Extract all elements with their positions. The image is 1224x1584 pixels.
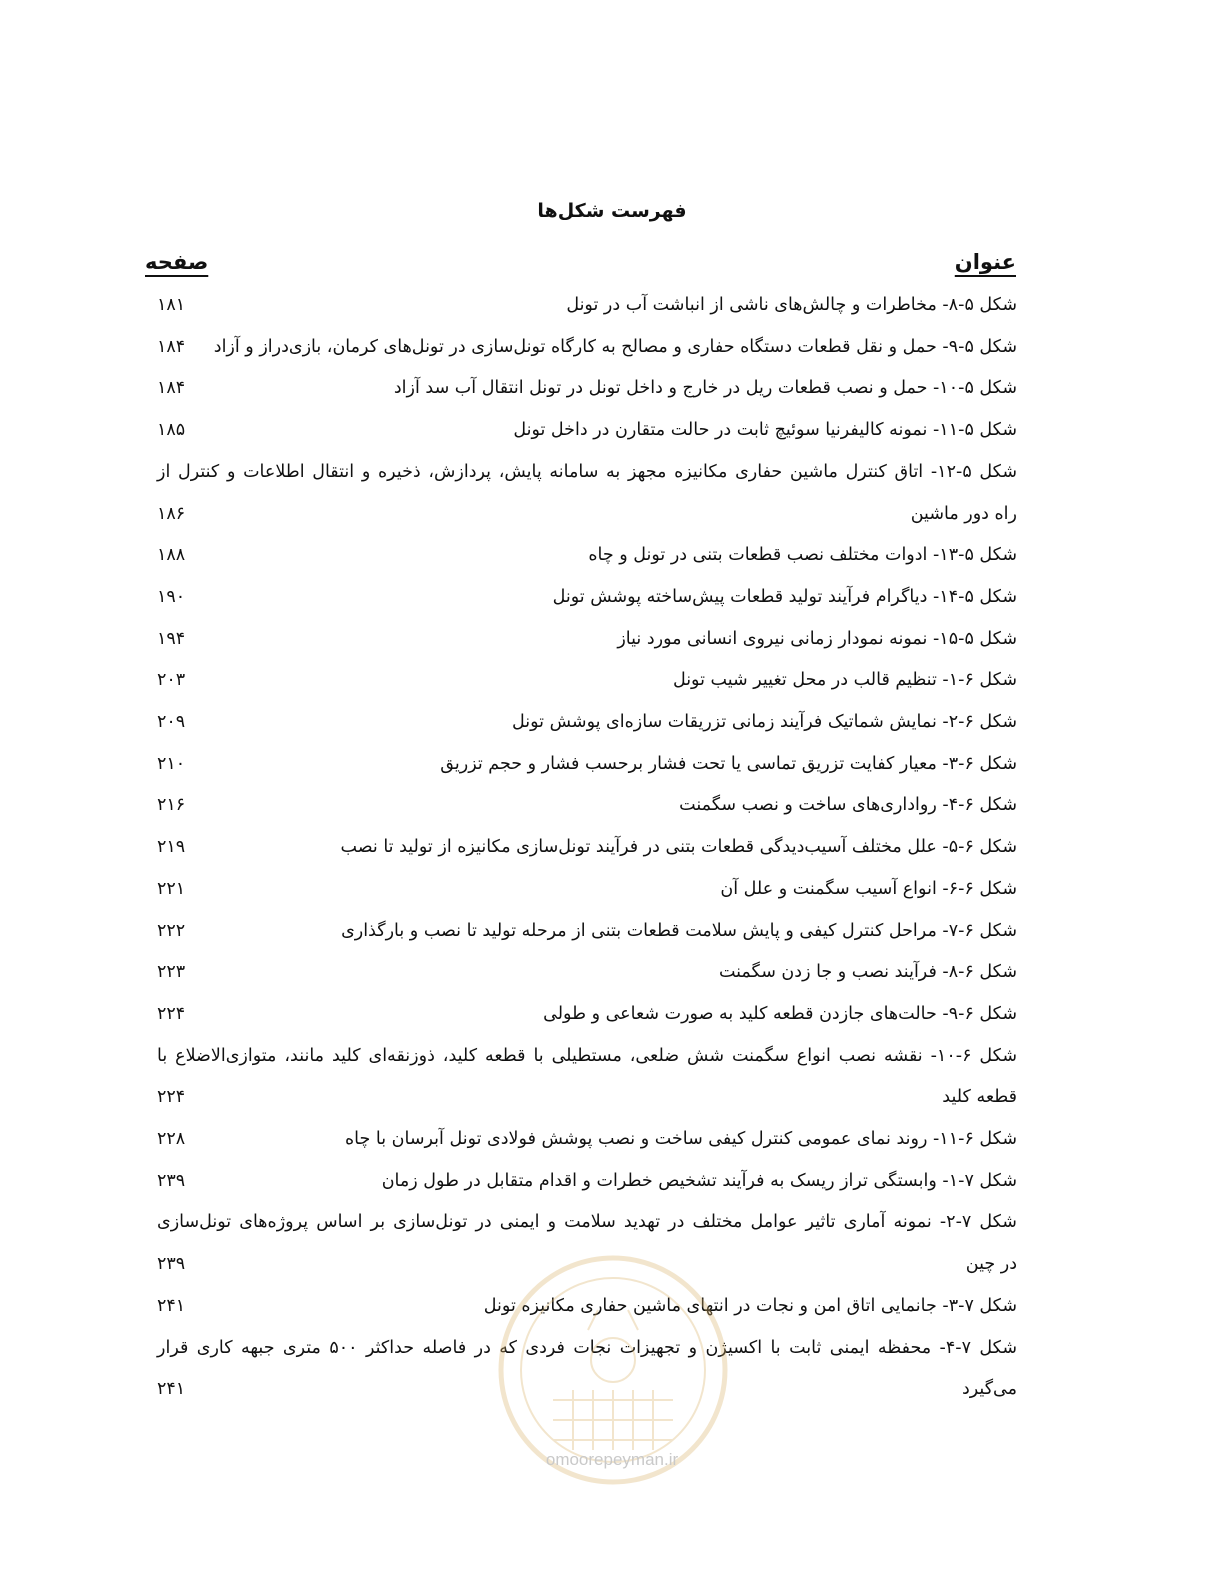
figure-caption: شکل ۶-۸- فرآیند نصب و جا زدن سگمنت xyxy=(718,962,1017,983)
page-number: ۲۱۹ xyxy=(157,837,186,858)
figure-caption: شکل ۵-۱۱- نمونه کالیفرنیا سوئیچ ثابت در حالت متقارن در داخل تونل xyxy=(513,420,1017,441)
page-number: ۲۳۹ xyxy=(157,1170,186,1191)
list-item xyxy=(157,285,1017,327)
page-title: فهرست شکل‌ها xyxy=(537,200,687,222)
page-number: ۲۱۰ xyxy=(157,753,186,774)
figure-caption: شکل ۵-۱۵- نمونه نمودار زمانی نیروی انسانی مورد نیاز xyxy=(617,628,1017,649)
figure-caption: شکل ۶-۱- تنظیم قالب در محل تغییر شیب تونل xyxy=(672,670,1017,691)
figure-caption: شکل ۵-۸- مخاطرات و چالش‌های ناشی از انباشت آب در تونل xyxy=(566,295,1017,315)
figure-caption-line: شکل ۷-۴- محفظه ایمنی ثابت با اکسیژن و تجهیزات نجات فردی که در فاصله حداکثر ۵۰۰ متری جبهه کاری قرار xyxy=(157,1337,1018,1358)
list-item xyxy=(157,952,1017,994)
figure-caption: شکل ۶-۱۱- روند نمای عمومی کنترل کیفی ساخت و نصب پوشش فولادی تونل آبرسان با چاه xyxy=(345,1129,1017,1150)
list-item xyxy=(157,785,1017,827)
page-number: ۲۲۴ xyxy=(157,1003,186,1024)
figure-caption: شکل ۶-۷- مراحل کنترل کیفی و پایش سلامت قطعات بتنی از مرحله تولید تا نصب و بارگذاری xyxy=(341,920,1017,941)
figure-caption: شکل ۷-۱- وابستگی تراز ریسک به فرآیند تشخیص خطرات و اقدام متقابل در طول زمان xyxy=(381,1170,1017,1191)
figure-caption-line: قطعه کلید xyxy=(942,1087,1017,1108)
page-number: ۱۸۴ xyxy=(157,336,186,357)
list-item xyxy=(157,1202,1017,1285)
list-item xyxy=(157,1328,1017,1411)
list-item xyxy=(157,368,1017,410)
page-number: ۱۸۶ xyxy=(157,503,186,524)
list-item xyxy=(157,1119,1017,1161)
figure-caption: شکل ۶-۵- علل مختلف آسیب‌دیدگی قطعات بتنی در فرآیند تونل‌سازی مکانیزه از تولید تا نصب xyxy=(340,837,1017,858)
page-number: ۱۸۸ xyxy=(157,545,186,566)
figure-list xyxy=(157,285,1017,1411)
list-item xyxy=(157,827,1017,869)
list-item xyxy=(157,1161,1017,1203)
figure-caption-line: می‌گیرد xyxy=(961,1379,1017,1400)
figure-caption: شکل ۶-۹- حالت‌های جازدن قطعه کلید به صورت شعاعی و طولی xyxy=(543,1003,1017,1024)
page-number: ۲۲۱ xyxy=(157,878,186,899)
page-number: ۲۱۶ xyxy=(157,795,186,816)
figure-caption xyxy=(157,1328,1017,1411)
page-number: ۲۰۹ xyxy=(157,712,186,733)
figure-caption: شکل ۶-۶- انواع آسیب سگمنت و علل آن xyxy=(720,878,1017,899)
list-item xyxy=(157,660,1017,702)
figure-caption: شکل ۶-۳- معیار کفایت تزریق تماسی یا تحت فشار برحسب فشار و حجم تزریق xyxy=(440,753,1017,774)
page-column-header: صفحه xyxy=(145,250,209,274)
list-item xyxy=(157,744,1017,786)
page-number: ۱۸۱ xyxy=(157,295,186,315)
figure-caption: شکل ۵-۱۰- حمل و نصب قطعات ریل در خارج و داخل تونل در تونل انتقال آب سد آزاد xyxy=(393,378,1017,399)
figure-caption-line: در چین xyxy=(965,1254,1017,1275)
figure-caption xyxy=(157,1036,1017,1119)
page-number: ۱۹۴ xyxy=(157,628,186,649)
figure-caption: شکل ۵-۱۳- ادوات مختلف نصب قطعات بتنی در تونل و چاه xyxy=(588,545,1017,566)
page-number: ۱۹۰ xyxy=(157,586,186,607)
list-item xyxy=(157,452,1017,535)
figure-caption xyxy=(157,1202,1017,1285)
list-item xyxy=(157,1286,1017,1328)
figure-caption-line: شکل ۶-۱۰- نقشه نصب انواع سگمنت شش ضلعی، مستطیلی با قطعه کلید، ذوزنقه‌ای کلید مانند، متوازی‌الاضلاع با xyxy=(157,1045,1017,1066)
figure-caption: شکل ۶-۲- نمایش شماتیک فرآیند زمانی تزریقات سازه‌ای پوشش تونل xyxy=(512,712,1017,733)
list-item xyxy=(157,619,1017,661)
page-number: ۱۸۵ xyxy=(157,420,186,441)
figure-caption-line: راه دور ماشین xyxy=(910,503,1017,524)
page-number: ۲۴۱ xyxy=(157,1379,186,1400)
list-item xyxy=(157,327,1017,369)
watermark-text: omoorepeyman.ir xyxy=(545,1450,679,1469)
figure-caption-line: شکل ۵-۱۲- اتاق کنترل ماشین حفاری مکانیزه مجهز به سامانه پایش، پردازش، ذخیره و انتقال اطلاعات و کنترل از xyxy=(157,461,1017,482)
figure-caption: شکل ۶-۴- رواداری‌های ساخت و نصب سگمنت xyxy=(679,795,1017,816)
list-item xyxy=(157,869,1017,911)
page-number: ۲۴۱ xyxy=(157,1295,186,1316)
page-number: ۲۰۳ xyxy=(157,670,186,691)
figure-caption: شکل ۵-۱۴- دیاگرام فرآیند تولید قطعات پیش‌ساخته پوشش تونل xyxy=(552,586,1017,607)
page-number: ۱۸۴ xyxy=(157,378,186,399)
list-item xyxy=(157,994,1017,1036)
figure-caption xyxy=(157,452,1017,535)
list-item xyxy=(157,577,1017,619)
list-item xyxy=(157,535,1017,577)
title-column-header: عنوان xyxy=(954,250,1016,274)
list-item xyxy=(157,911,1017,953)
page-number: ۲۳۹ xyxy=(157,1254,186,1275)
page-number: ۲۲۸ xyxy=(157,1129,186,1150)
figure-caption: شکل ۷-۳- جانمایی اتاق امن و نجات در انتهای ماشین حفاری مکانیزه تونل xyxy=(483,1295,1017,1316)
figure-caption-line: شکل ۷-۲- نمونه آماری تاثیر عوامل مختلف در تهدید سلامت و ایمنی در تونل‌سازی بر اساس پروژه‌های تونل‌سازی xyxy=(157,1212,1017,1233)
page-number: ۲۲۴ xyxy=(157,1087,186,1108)
page-number: ۲۲۲ xyxy=(157,920,186,941)
figure-caption: شکل ۵-۹- حمل و نقل قطعات دستگاه حفاری و مصالح به کارگاه تونل‌سازی در تونل‌های کرمان، بازی‌دراز و آزاد xyxy=(213,336,1017,357)
list-item xyxy=(157,410,1017,452)
list-item xyxy=(157,702,1017,744)
list-item xyxy=(157,1036,1017,1119)
page-number: ۲۲۳ xyxy=(157,962,186,983)
